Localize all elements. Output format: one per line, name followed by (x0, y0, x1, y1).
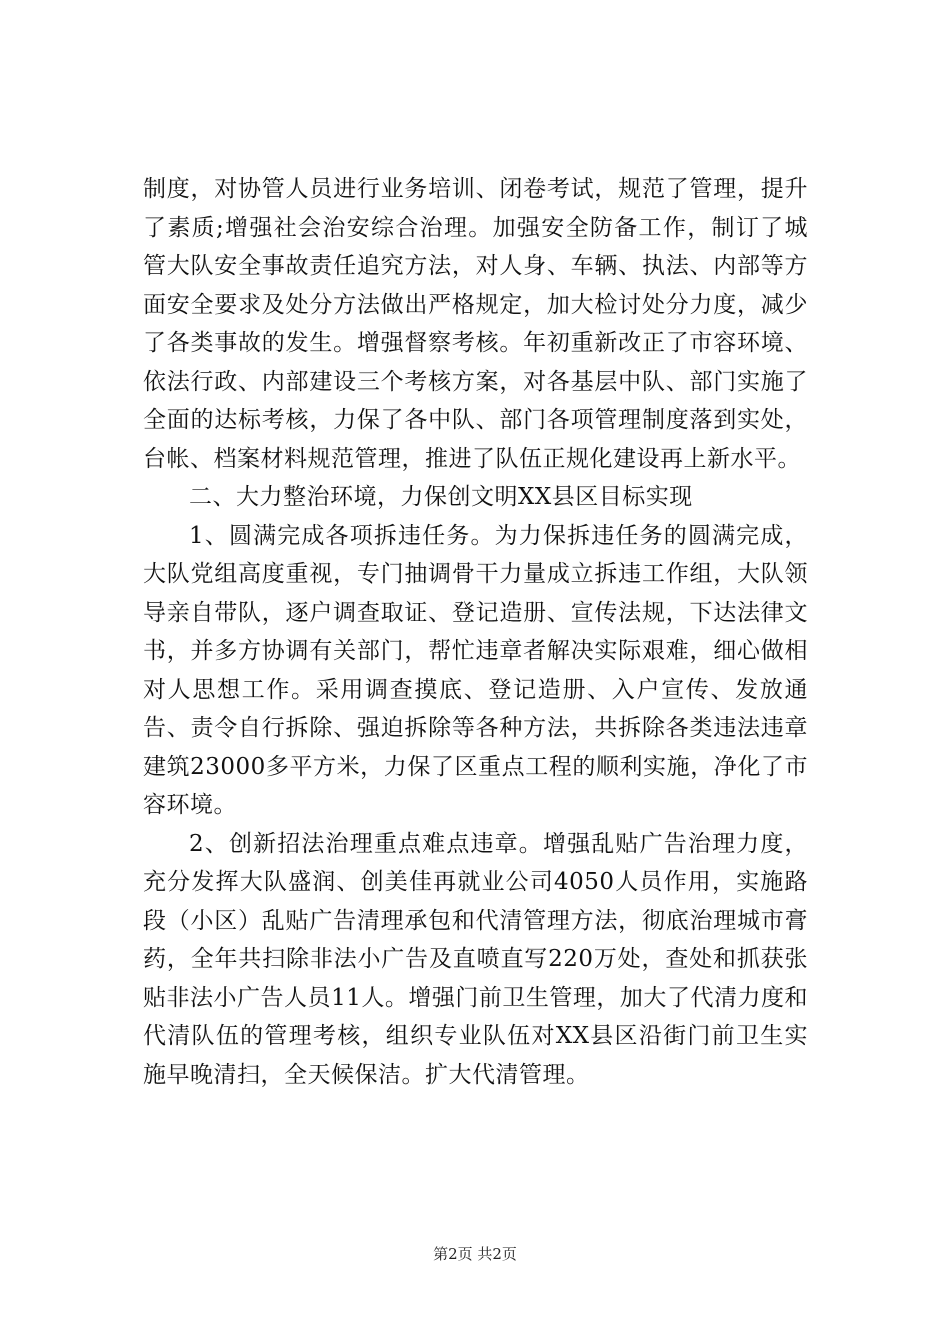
section-heading-environment: 二、大力整治环境，力保创文明XX县区目标实现 (189, 484, 693, 510)
paragraph-illegal-ads: 2、创新招法治理重点难点违章。增强乱贴广告治理力度，充分发挥大队盛润、创美佳再就业公司4050人员作用，实施路段（小区）乱贴广告清理承包和代清管理方法，彻底治理城市膏药，全年共扫除非法小广告及直喷直写220万处，查处和抓获张贴非法小广告人员11人。增强门前卫生管理，加大了代清力度和代清队伍的管理考核，组织专业队伍对XX县区沿街门前卫生实施早晚清扫，全天候保洁。扩大代清管理。 (143, 830, 808, 1088)
page-number-footer: 第2页 共2页 (433, 1245, 517, 1263)
paragraph-demolition-tasks: 1、圆满完成各项拆违任务。为力保拆违任务的圆满完成，大队党组高度重视，专门抽调骨干力量成立拆违工作组，大队领导亲自带队，逐户调查取证、登记造册、宣传法规，下达法律文书，并多方协调有关部门，帮忙违章者解决实际艰难，细心做相对人思想工作。采用调查摸底、登记造册、入户宣传、发放通告、责令自行拆除、强迫拆除等各种方法，共拆除各类违法违章建筑23000多平方米，力保了区重点工程的顺利实施，净化了市容环境。 (143, 522, 808, 818)
document-body (143, 170, 808, 1094)
paragraph-management-training: 制度，对协管人员进行业务培训、闭卷考试，规范了管理，提升了素质;增强社会治安综合治理。加强安全防备工作，制订了城管大队安全事故责任追究方法，对人身、车辆、执法、内部等方面安全要求及处分方法做出严格规定，加大检讨处分力度，减少了各类事故的发生。增强督察考核。年初重新改正了市容环境、依法行政、内部建设三个考核方案，对各基层中队、部门实施了全面的达标考核，力保了各中队、部门各项管理制度落到实处，台帐、档案材料规范管理，推进了队伍正规化建设再上新水平。 (143, 176, 808, 472)
